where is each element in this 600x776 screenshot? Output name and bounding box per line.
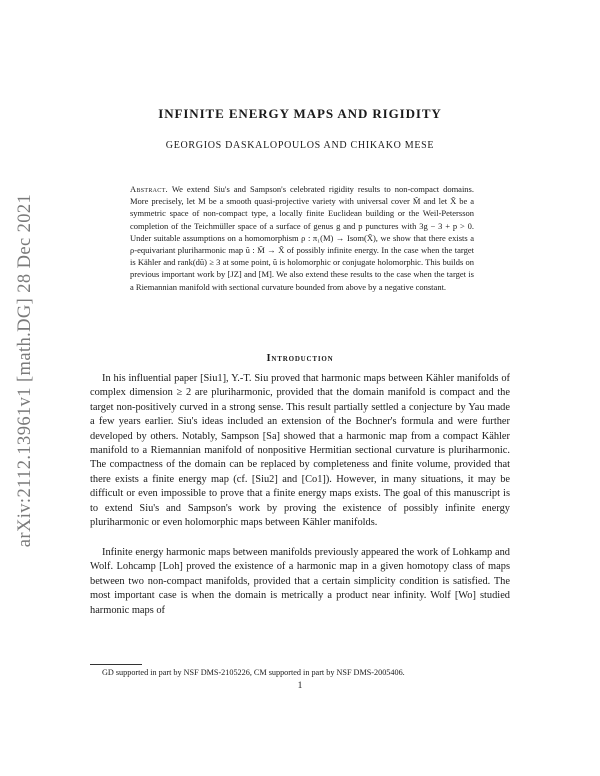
- intro-paragraph-1: In his influential paper [Siu1], Y.-T. Siu proved that harmonic maps between Kähler manifolds of complex dimension ≥ 2 are pluriharmonic, provided that the domain manifold is compact and the target non-positively curved in a strong sense. This result partially settled a conjecture by Yau made a few years earlier. Siu's ideas included an extension of the Bochner's formula and were further developed by others. Notably, Sampson [Sa] showed that a harmonic map from a compact Kähler manifold to a Riemannian manifold of nonpositive Hermitian sectional curvature is pluriharmonic. The compactness of the domain can be replaced by completeness and finite volume, provided that there exists a finite energy map (cf. [Siu2] and [Co1]). However, in many situations, it may be difficult or even impossible to prove that a finite energy maps exists. The goal of this manuscript is to extend Siu's and Sampson's work by proving the existence of possibly infinite energy pluriharmonic or even holomorphic maps between Kähler manifolds.: [90, 373, 510, 529]
- footnote-divider: [90, 664, 142, 665]
- paper-authors: GEORGIOS DASKALOPOULOS AND CHIKAKO MESE: [165, 140, 435, 151]
- abstract-label: Abstract.: [130, 184, 168, 194]
- section-heading-introduction: Introduction: [266, 353, 334, 364]
- intro-paragraph-2: Infinite energy harmonic maps between manifolds previously appeared the work of Lohkamp and Wolf. Lohcamp [Loh] proved the existence of a harmonic map in a given homotopy class of maps between two non-compact manifolds, provided that a certain simplicity condition is satisfied. The most important case is when the domain is metrically a product near infinity. Wolf [Wo] studied harmonic maps of: [90, 547, 510, 616]
- abstract-text: We extend Siu's and Sampson's celebrated rigidity results to non-compact domains. More precisely, let M be a smooth quasi-projective variety with universal cover M̃ and let X̃ be a symmetric space of non-compact type, a locally finite Euclidean building or the Weil-Petersson completion of the Teichmüller space of a surface of genus g and p punctures with 3g − 3 + p > 0. Under suitable assumptions on a homomorphism ρ : π₁(M) → Isom(X̃), we show that there exists a ρ-equivariant pluriharmonic map ũ : M̃ → X̃ of possibly infinite energy. In the case when the target is Kähler and rank(dũ) ≥ 3 at some point, ũ is holomorphic or conjugate holomorphic. This builds on previous important work by [JZ] and [M]. We also extend these results to the case when the target is a Riemannian manifold with sectional curvature bounded from above by a negative constant.: [130, 184, 474, 292]
- arxiv-identifier-text: arXiv:2112.13961v1 [math.DG] 28 Dec 2021: [15, 193, 36, 547]
- paper-title: INFINITE ENERGY MAPS AND RIGIDITY: [158, 106, 442, 121]
- funding-footnote: GD supported in part by NSF DMS-2105226, CM supported in part by NSF DMS-2005406.: [102, 668, 405, 677]
- abstract: [130, 183, 474, 293]
- page-number: 1: [297, 681, 303, 691]
- arxiv-identifier-stamp: [2, 150, 50, 590]
